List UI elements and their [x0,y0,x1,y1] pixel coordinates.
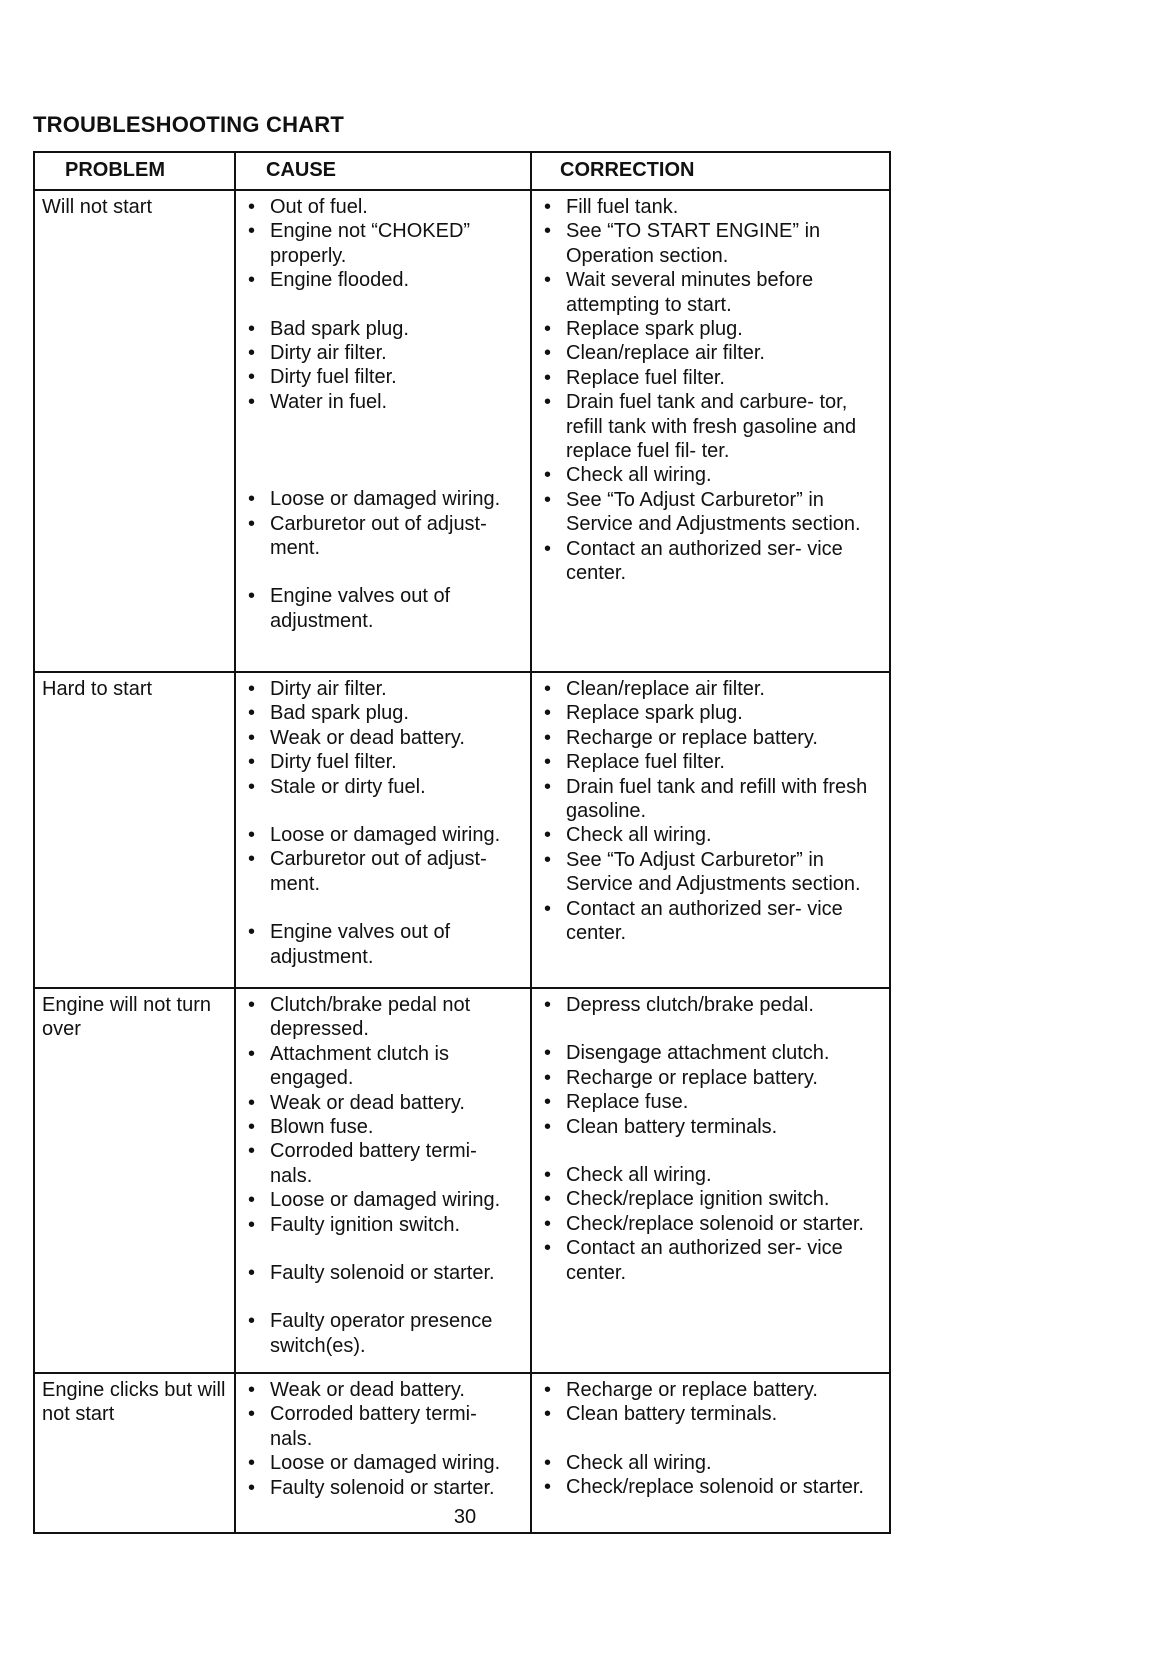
list-item: • Faulty operator presence switch(es). [242,1309,524,1358]
list-item: • Fill fuel tank. [538,195,883,219]
list-item: • Loose or damaged wiring. [242,487,524,511]
cause-cell [235,190,531,672]
list-item: • Out of fuel. [242,195,524,219]
list-item: • Recharge or replace battery. [538,726,883,750]
list-item: • Drain fuel tank and carbure- tor, refill tank with fresh gasoline and replace fuel fil- ter. [538,390,883,463]
list-item: • Bad spark plug. [242,701,524,725]
list-item: • Dirty fuel filter. [242,750,524,774]
problem-cell: Will not start [34,190,235,672]
header-row [34,152,890,190]
cause-cell [235,988,531,1373]
list-item: • Check/replace ignition switch. [538,1187,883,1211]
list-item: • Check/replace solenoid or starter. [538,1212,883,1236]
list-item: • Drain fuel tank and refill with fresh gasoline. [538,775,883,824]
list-item: • Water in fuel. [242,390,524,414]
list-item: • See “TO START ENGINE” in Operation section. [538,219,883,268]
list-item: • Replace fuel filter. [538,366,883,390]
list-item: • Clean battery terminals. [538,1402,883,1426]
table-row [34,190,890,672]
list-item: • Contact an authorized ser- vice center. [538,537,883,586]
list-item: • Attachment clutch is engaged. [242,1042,524,1091]
list-item: • Weak or dead battery. [242,1378,524,1402]
troubleshooting-table [33,151,891,1534]
problem-cell: Hard to start [34,672,235,988]
table-row [34,672,890,988]
list-item: • Blown fuse. [242,1115,524,1139]
list-item: • Dirty air filter. [242,677,524,701]
header-problem: PROBLEM [34,152,235,190]
list-item: • Clean battery terminals. [538,1115,883,1139]
list-item: • Engine valves out of adjustment. [242,584,524,633]
chart-title: TROUBLESHOOTING CHART [33,112,344,137]
list-item: • Dirty air filter. [242,341,524,365]
correction-cell [531,988,890,1373]
list-item: • Check all wiring. [538,1163,883,1187]
list-item: • Clean/replace air filter. [538,677,883,701]
cause-cell [235,672,531,988]
problem-cell: Engine will not turn over [34,988,235,1373]
correction-list [538,677,883,945]
cause-list [242,993,524,1358]
list-item: • See “To Adjust Carburetor” in Service and Adjustments section. [538,848,883,897]
cause-list [242,195,524,633]
list-item: • Replace spark plug. [538,317,883,341]
list-item: • Faulty solenoid or starter. [242,1476,524,1500]
correction-list [538,195,883,586]
list-item: • Contact an authorized ser- vice center. [538,1236,883,1285]
list-item: • Engine valves out of adjustment. [242,920,524,969]
correction-cell [531,672,890,988]
page-number: 30 [453,1506,477,1528]
list-item: • Clutch/brake pedal not depressed. [242,993,524,1042]
list-item: • Corroded battery termi- nals. [242,1402,524,1451]
list-item: • Weak or dead battery. [242,726,524,750]
cause-list [242,677,524,969]
list-item: • Replace fuse. [538,1090,883,1114]
list-item: • Recharge or replace battery. [538,1066,883,1090]
correction-list [538,993,883,1285]
correction-cell [531,190,890,672]
list-item: • Recharge or replace battery. [538,1378,883,1402]
list-item: • Weak or dead battery. [242,1091,524,1115]
list-item: • Faulty ignition switch. [242,1213,524,1237]
problem-cell: Engine clicks but will not start [34,1373,235,1533]
list-item: • Contact an authorized ser- vice center. [538,897,883,946]
header-correction: CORRECTION [531,152,890,190]
list-item: • Loose or damaged wiring. [242,1451,524,1475]
table-row [34,988,890,1373]
list-item: • Depress clutch/brake pedal. [538,993,883,1017]
list-item: • Wait several minutes before attempting to start. [538,268,883,317]
list-item: • Stale or dirty fuel. [242,775,524,799]
list-item: • Loose or damaged wiring. [242,823,524,847]
cause-list [242,1378,524,1500]
correction-list [538,1378,883,1500]
list-item: • Dirty fuel filter. [242,365,524,389]
list-item: • Carburetor out of adjust- ment. [242,847,524,896]
list-item: • Carburetor out of adjust- ment. [242,512,524,561]
list-item: • Corroded battery termi- nals. [242,1139,524,1188]
list-item: • Check/replace solenoid or starter. [538,1475,883,1499]
list-item: • Replace spark plug. [538,701,883,725]
list-item: • Check all wiring. [538,823,883,847]
list-item: • Engine not “CHOKED” properly. [242,219,524,268]
list-item: • Disengage attachment clutch. [538,1041,883,1065]
list-item: • Check all wiring. [538,1451,883,1475]
list-item: • Faulty solenoid or starter. [242,1261,524,1285]
list-item: • See “To Adjust Carburetor” in Service and Adjustments section. [538,488,883,537]
list-item: • Bad spark plug. [242,317,524,341]
header-cause: CAUSE [235,152,531,190]
list-item: • Check all wiring. [538,463,883,487]
list-item: • Engine flooded. [242,268,524,292]
list-item: • Clean/replace air filter. [538,341,883,365]
list-item: • Loose or damaged wiring. [242,1188,524,1212]
list-item: • Replace fuel filter. [538,750,883,774]
